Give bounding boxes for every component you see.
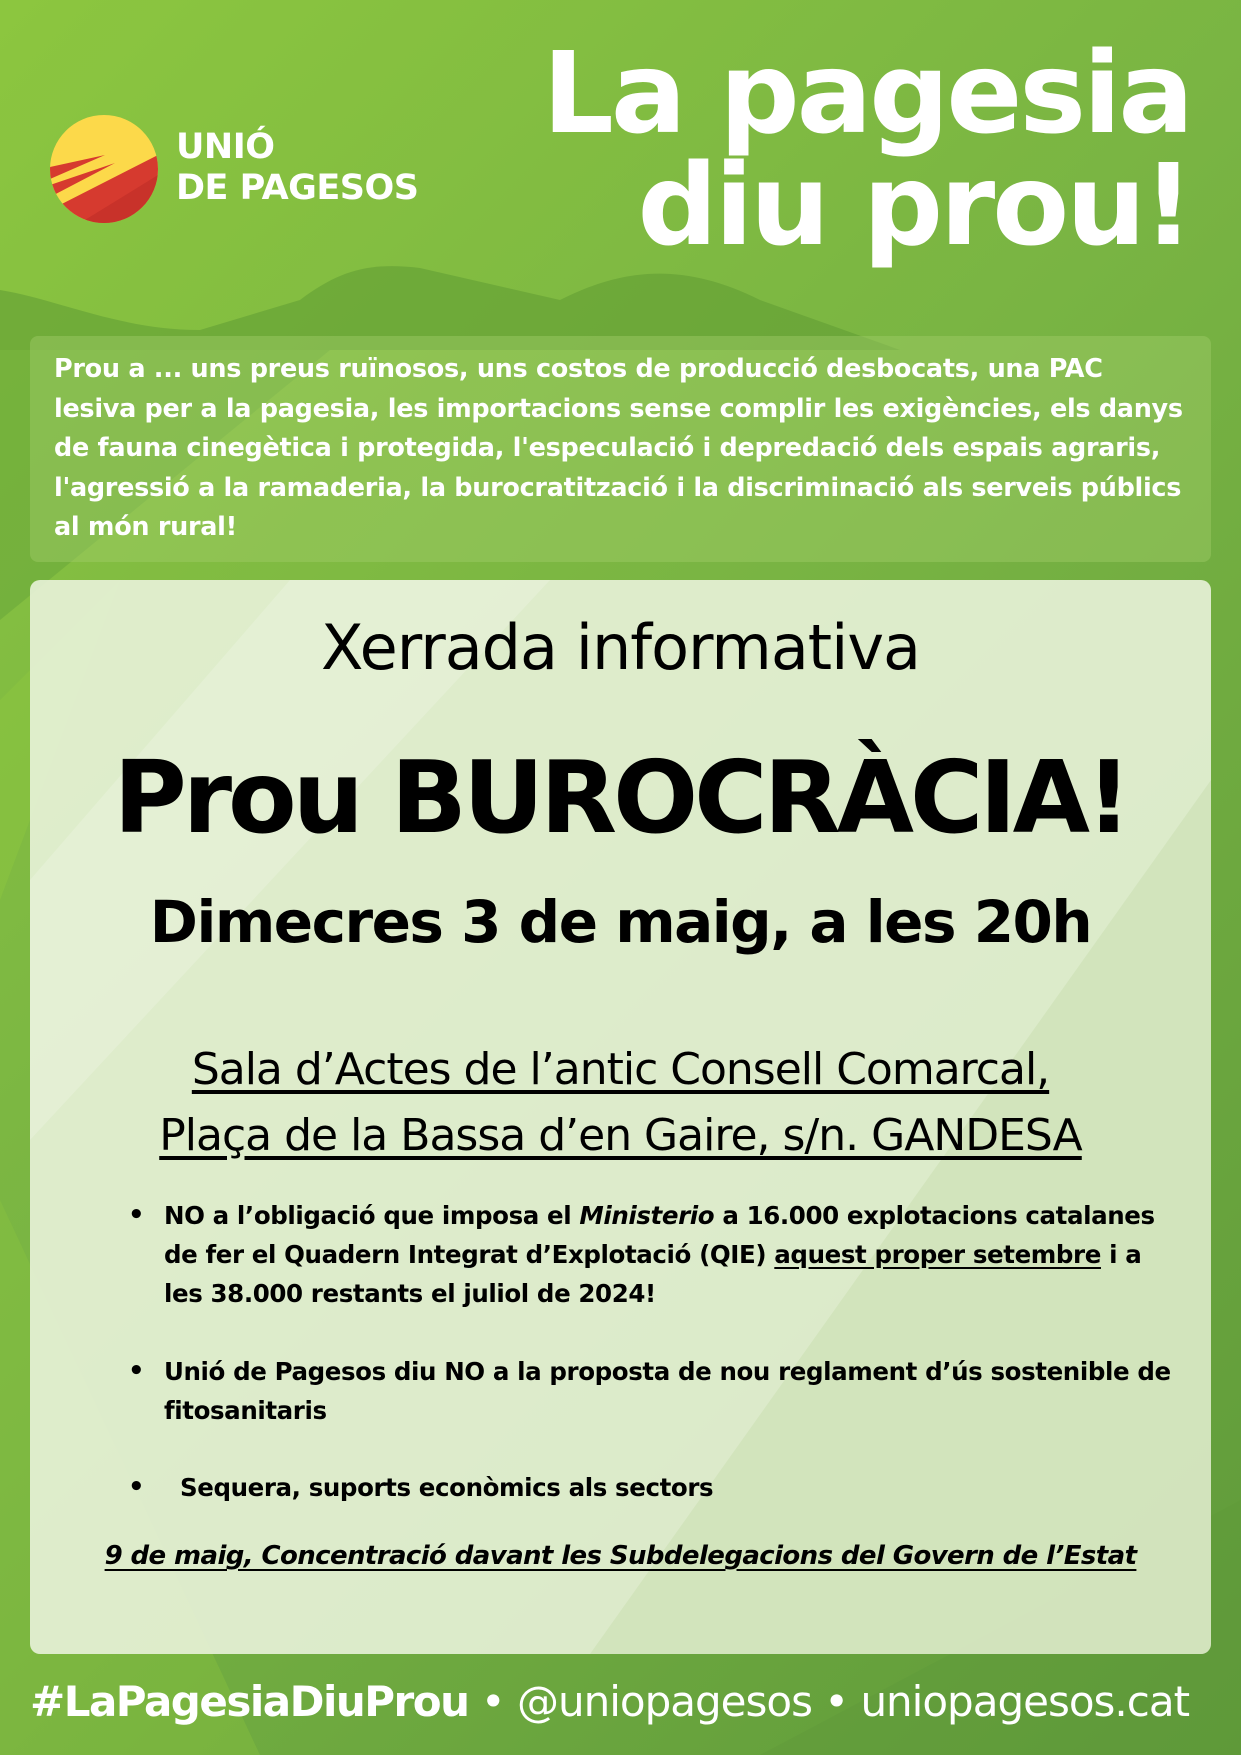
- complaint-body: uns preus ruïnosos, uns costos de producció desbocats, una PAC lesiva per a la pagesia, les importacions sense complir les exigències, els danys de fauna cinegètica i protegida, l'especulació i depredació dels espais agraris, l'agressió a la ramaderia, la burocratització i la discriminació als serveis públics al món rural!: [54, 354, 1183, 542]
- headline-line-1: La pagesia: [542, 29, 1191, 159]
- headline: [491, 29, 1191, 271]
- venue-line-1: Sala d’Actes de l’antic Consell Comarcal,: [191, 1044, 1050, 1095]
- bullet-dot: •: [128, 1200, 145, 1230]
- complaint-text: [54, 350, 1189, 548]
- footer-website: uniopagesos.cat: [860, 1677, 1190, 1726]
- concentration-callout: 9 de maig, Concentració davant les Subdelegacions del Govern de l’Estat: [104, 1541, 1137, 1571]
- bullet-dot: •: [128, 1472, 145, 1502]
- bullet-item-sequera: [128, 1468, 1190, 1507]
- headline-line-2: diu prou!: [637, 141, 1191, 271]
- bullet-text-ministerio: Ministerio: [579, 1201, 715, 1230]
- logo-line-1: UNIÓ: [176, 127, 275, 167]
- bullet-text-part: a 16.000 explotacions catalanes de fer el Quadern Integrat d’Explotació (QIE): [164, 1201, 1155, 1269]
- footer: [30, 1672, 1211, 1732]
- sun-field-logo-icon: [50, 115, 158, 223]
- bullet-dot: •: [128, 1356, 145, 1386]
- event-subtitle: Xerrada informativa: [320, 611, 921, 684]
- complaint-lead: Prou a ...: [54, 354, 182, 384]
- event-date: Dimecres 3 de maig, a les 20h: [149, 888, 1092, 956]
- bullet-text-part: i a les 38.000 restants el juliol de 2024!: [164, 1240, 1142, 1308]
- bullet-text-part: NO a l’obligació que imposa el: [164, 1201, 580, 1230]
- unio-de-pagesos-logo: [50, 115, 450, 225]
- bullet-item-fitosanitaris: [128, 1352, 1174, 1430]
- bullet-item-qie: [128, 1196, 1174, 1313]
- footer-handle: @uniopagesos: [516, 1677, 812, 1726]
- event-panel: [30, 580, 1211, 1654]
- bullet-text: Sequera, suports econòmics als sectors: [180, 1473, 714, 1502]
- logo-wordmark: [176, 127, 418, 209]
- bullet-text-underlined: aquest proper setembre: [774, 1240, 1101, 1269]
- bullet-text: Unió de Pagesos diu NO a la proposta de nou reglament d’ús sostenible de fitosanitaris: [164, 1357, 1171, 1425]
- footer-separator: •: [468, 1677, 517, 1726]
- logo-line-2: DE PAGESOS: [176, 168, 419, 208]
- complaint-box: [30, 336, 1211, 562]
- footer-hashtag: #LaPagesiaDiuProu: [30, 1677, 469, 1726]
- event-title: Prou BUROCRÀCIA!: [113, 739, 1128, 856]
- footer-separator: •: [811, 1677, 861, 1726]
- venue-line-2: Plaça de la Bassa d’en Gaire, s/n. GANDESA: [159, 1110, 1082, 1161]
